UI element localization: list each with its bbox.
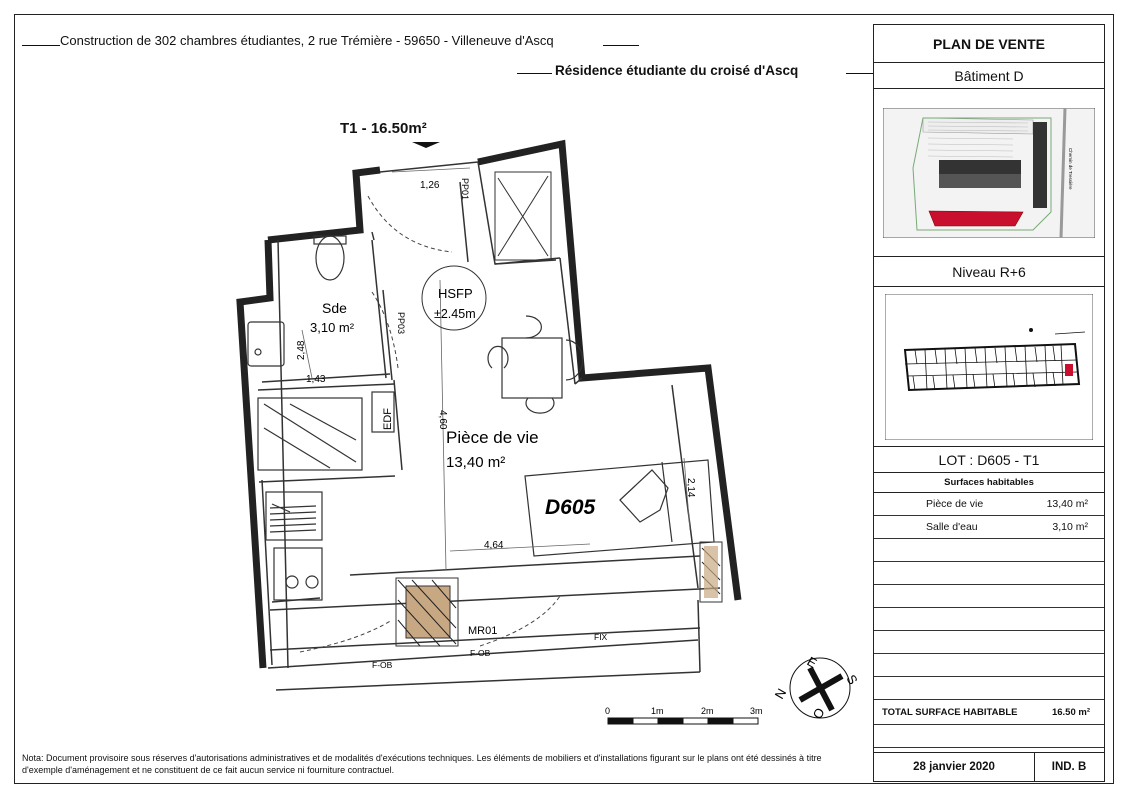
scale-2m: 2m bbox=[701, 706, 714, 716]
sales-plan-title-text: PLAN DE VENTE bbox=[932, 35, 1045, 52]
index-cell bbox=[1034, 753, 1104, 781]
empty-row bbox=[874, 585, 1104, 608]
sde-area: 3,10 m² bbox=[310, 320, 355, 335]
total-value: 16.50 m² bbox=[1051, 707, 1090, 718]
scale-bar bbox=[608, 718, 758, 724]
residence-title: Résidence étudiante du croisé d'Ascq bbox=[555, 63, 799, 78]
level-label: Niveau R+6 bbox=[952, 263, 1026, 280]
surface-label: Pièce de vie bbox=[926, 498, 984, 510]
unit-label: D605 bbox=[545, 496, 596, 519]
lot-sep: - bbox=[1010, 451, 1024, 468]
scale-0: 0 bbox=[605, 706, 611, 716]
dim-126: 1,26 bbox=[420, 180, 440, 191]
dim-248: 2,48 bbox=[296, 340, 307, 360]
lot-type: T1 bbox=[1023, 451, 1040, 468]
scale-1m: 1m bbox=[651, 706, 664, 716]
living-area: 13,40 m² bbox=[446, 454, 506, 471]
project-line: Construction de 302 chambres étudiantes, 2 rue Trémière - 59650 - Villeneuve d'Ascq bbox=[60, 33, 554, 48]
surface-value: 3,10 m² bbox=[1052, 521, 1088, 533]
empty-row bbox=[874, 677, 1104, 700]
surface-value: 13,40 m² bbox=[1046, 498, 1088, 510]
empty-row bbox=[874, 631, 1104, 654]
empty-row bbox=[874, 562, 1104, 585]
empty-row bbox=[874, 654, 1104, 677]
plan-lot-title: T1 - 16.50m² bbox=[340, 120, 427, 137]
sde-name: Sde bbox=[322, 300, 347, 316]
hsfp-value: ±2.45m bbox=[434, 307, 476, 321]
compass-n: N bbox=[771, 685, 790, 702]
tag-fix: FIX bbox=[594, 632, 608, 642]
date-text: 28 janvier 2020 bbox=[913, 761, 995, 773]
scale-3m: 3m bbox=[750, 706, 763, 716]
compass-o: O bbox=[809, 705, 828, 722]
dim-464: 4,64 bbox=[484, 540, 504, 551]
tag-fob-2: F-OB bbox=[470, 648, 491, 658]
tag-mr01: MR01 bbox=[468, 625, 498, 637]
entrance-arrow-icon bbox=[412, 142, 440, 148]
sales-plan-title bbox=[874, 25, 1104, 63]
index-text: IND. B bbox=[1051, 761, 1087, 773]
compass-s: S bbox=[843, 672, 861, 688]
building-cell bbox=[874, 63, 1104, 89]
surface-row bbox=[874, 516, 1104, 539]
level-map-cell bbox=[874, 287, 1104, 447]
site-map-road: Chemin de Tressière bbox=[1068, 147, 1073, 190]
dim-143: 1,43 bbox=[306, 374, 326, 385]
disclaimer-note: Nota: Document provisoire sous réserves d'autorisations administratives et de modalités d'exécutions techniques. Les éléments de mobiliers et d'installations figurant sur le plans ont été dessinés à titre d'exemple d'aménagement et ne constituent de ce fait aucun service ni fourniture contractuel. bbox=[22, 753, 822, 775]
compass-e: E bbox=[804, 653, 820, 671]
level-cell bbox=[874, 257, 1104, 287]
tag-pp01: PP01 bbox=[460, 178, 470, 201]
building-label: Bâtiment D bbox=[954, 67, 1024, 84]
level-map bbox=[885, 294, 1093, 440]
site-map bbox=[883, 108, 1095, 238]
lot-prefix: LOT : bbox=[938, 451, 978, 468]
empty-row bbox=[874, 539, 1104, 562]
empty-row bbox=[874, 725, 1104, 748]
surface-row bbox=[874, 493, 1104, 516]
hsfp-label: HSFP bbox=[438, 286, 473, 301]
tag-fob-1: F-OB bbox=[372, 660, 393, 670]
date-cell bbox=[874, 753, 1035, 781]
dim-214: 2,14 bbox=[685, 478, 696, 498]
living-name: Pièce de vie bbox=[446, 428, 539, 447]
surface-label: Salle d'eau bbox=[926, 521, 978, 533]
tag-pp03: PP03 bbox=[396, 312, 406, 335]
edf-label: EDF bbox=[382, 408, 394, 430]
site-map-cell bbox=[874, 89, 1104, 257]
lot-cell bbox=[874, 447, 1104, 473]
surfaces-title: Surfaces habitables bbox=[944, 477, 1034, 488]
lot-code: D605 bbox=[977, 451, 1011, 468]
total-label: TOTAL SURFACE HABITABLE bbox=[882, 707, 1018, 718]
dim-460: 4,60 bbox=[437, 410, 448, 430]
date-block bbox=[873, 752, 1105, 782]
title-block bbox=[873, 24, 1105, 782]
empty-row bbox=[874, 608, 1104, 631]
surfaces-title-cell bbox=[874, 473, 1104, 493]
total-row bbox=[874, 700, 1104, 725]
